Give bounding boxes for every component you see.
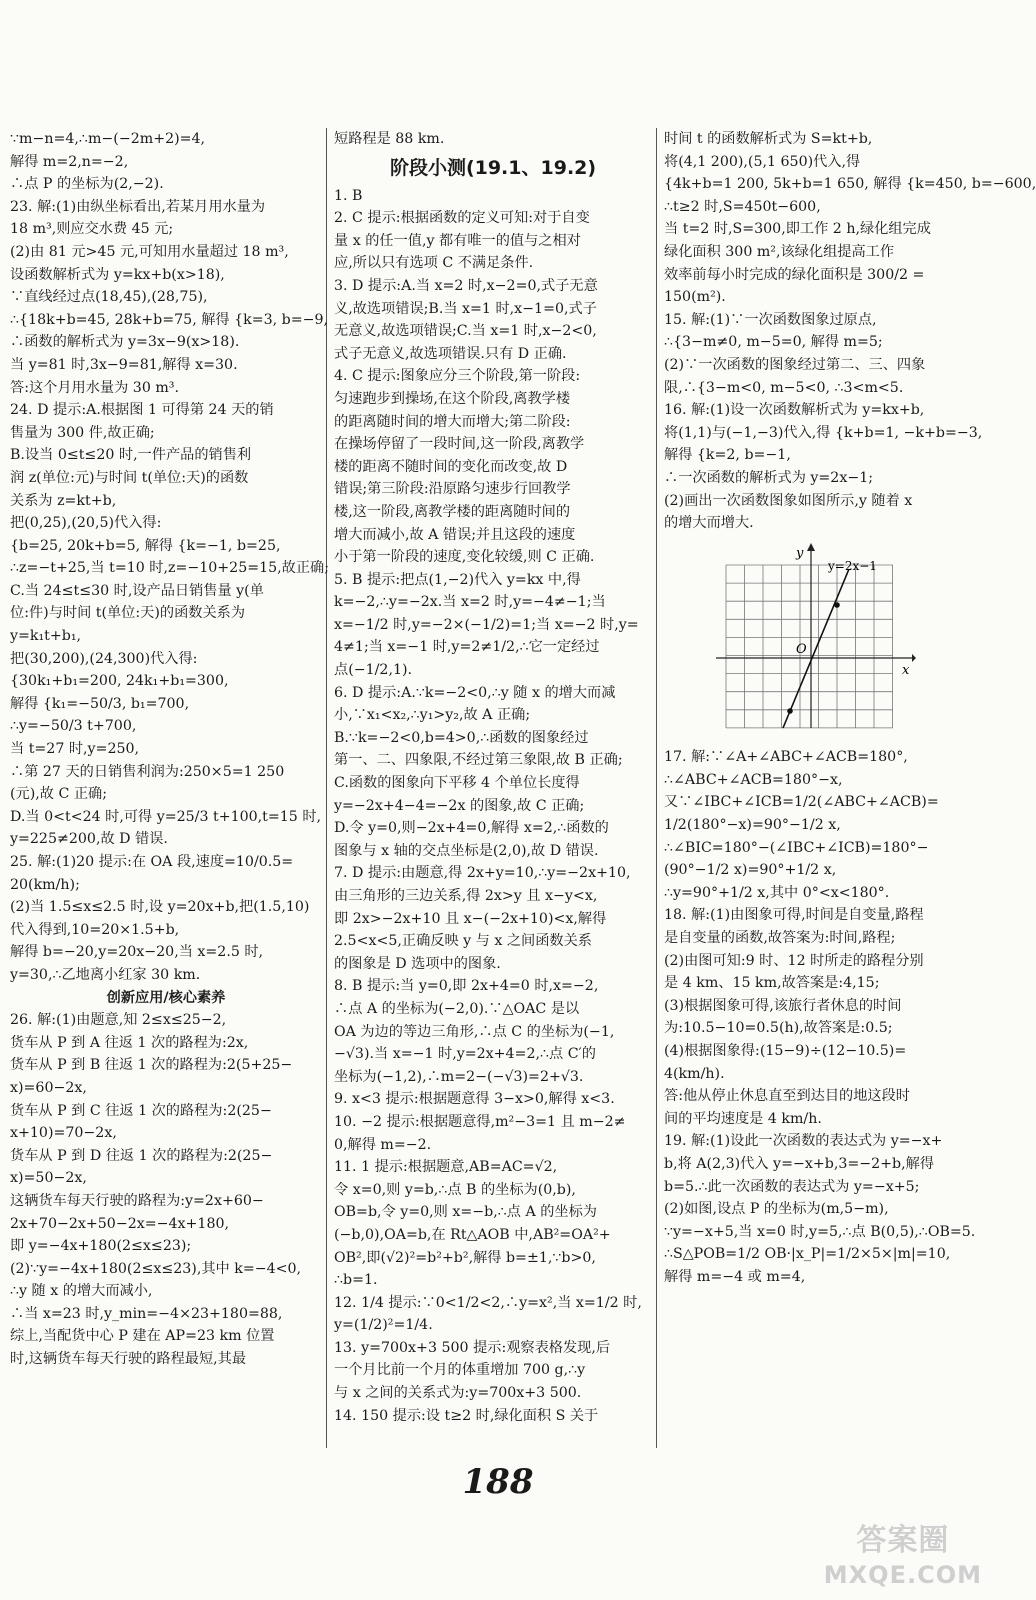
text-line: 把(0,25),(20,5)代入得: <box>10 515 162 532</box>
text-line: 当 t=27 时,y=250, <box>10 741 140 758</box>
text-line: D.当 0<t<24 时,可得 y=25/3 t+100,t=15 时, <box>10 808 322 825</box>
text-line: 20(km/h); <box>10 876 80 893</box>
text-line: ∴点 P 的坐标为(2,−2). <box>10 176 164 193</box>
text-line: ∴t≥2 时,S=450t−600, <box>664 198 821 215</box>
text-line: y=(1/2)²=1/4. <box>334 1317 433 1334</box>
text-line: 1/2(180°−x)=90°−1/2 x, <box>664 817 841 834</box>
text-line: 3. D 提示:A.当 x=2 时,x−2=0,式子无意 <box>334 277 598 294</box>
text-line: 即 y=−4x+180(2≤x≤23); <box>10 1238 192 1255</box>
text-line: 图象与 x 轴的交点坐标是(2,0),故 D 错误. <box>334 842 599 859</box>
text-line: ∴点 A 的坐标为(−2,0).∵△OAC 是以 <box>334 1000 580 1017</box>
text-line: C.函数的图象向下平移 4 个单位长度得 <box>334 775 580 792</box>
text-line: 匀速跑步到操场,在这个阶段,离教学楼 <box>334 390 571 407</box>
text-line: 1. B <box>334 187 363 204</box>
text-line: x+10)=70−2x, <box>10 1125 117 1142</box>
text-line: 为:10.5−10=0.5(h),故答案是:0.5; <box>664 1020 893 1037</box>
text-line: 与 x 之间的关系式为:y=700x+3 500. <box>334 1385 582 1402</box>
text-line: B.∵k=−2<0,b=4>0,∴函数的图象经过 <box>334 729 589 746</box>
text-line: ∴{3−m≠0, m−5=0, 解得 m=5; <box>664 334 883 351</box>
text-line: 将(1,1)与(−1,−3)代入,得 {k+b=1, −k+b=−3, <box>664 424 983 441</box>
text-line: 2x+70−2x+50−2x=−4x+180, <box>10 1215 230 1232</box>
text-line: 4≠1;当 x=−1 时,y=2≠1/2,∴它一定经过 <box>334 639 600 656</box>
graph-line-label: y=2x−1 <box>828 558 877 573</box>
text-line: {b=25, 20k+b=5, 解得 {k=−1, b=25, <box>10 537 281 554</box>
text-line: 限,∴{3−m<0, m−5<0, ∴3<m<5. <box>664 379 904 396</box>
text-line: 应,所以只有选项 C 不满足条件. <box>334 255 534 272</box>
text-line: ∴z=−t+25,当 t=10 时,z=−10+25=15,故正确; <box>10 560 330 577</box>
text-line: 绿化面积 300 m²,该绿化组提高工作 <box>664 243 895 260</box>
text-line: 23. 解:(1)由纵坐标看出,若某月用水量为 <box>10 198 266 215</box>
text-line: 18 m³,则应交水费 45 元; <box>10 221 174 238</box>
text-line: ∴{18k+b=45, 28k+b=75, 解得 {k=3, b=−9, <box>10 311 329 328</box>
text-line: D.令 y=0,则−2x+4=0,解得 x=2,∴函数的 <box>334 820 609 837</box>
text-line: 量 x 的任一值,y 都有唯一的值与之相对 <box>334 232 581 249</box>
text-line: 13. y=700x+3 500 提示:观察表格发现,后 <box>334 1339 611 1356</box>
answer-column-left <box>10 128 330 1371</box>
text-line: −√3).当 x=−1 时,y=2x+4=2,∴点 C′的 <box>334 1046 596 1063</box>
text-line: (3)根据图象可得,该旅行者休息的时间 <box>664 997 902 1014</box>
page-number: 188 <box>462 1462 534 1502</box>
text-line: y=30,∴乙地离小红家 30 km. <box>10 966 201 983</box>
text-line: {4k+b=1 200, 5k+b=1 650, 解得 {k=450, b=−600, <box>664 176 1036 193</box>
text-line: 7. D 提示:由题意,得 2x+y=10,∴y=−2x+10, <box>334 865 631 882</box>
text-line: (2)当 1.5≤x≤2.5 时,设 y=20x+b,把(1.5,10) <box>10 899 310 916</box>
text-line: (90°−1/2 x)=90°+1/2 x, <box>664 862 837 879</box>
text-line: 第一、二、四象限,不经过第三象限,故 B 正确; <box>334 752 623 769</box>
text-line: (2)如图,设点 P 的坐标为(m,5−m), <box>664 1201 889 1218</box>
text-line: ∴y 随 x 的增大而减小, <box>10 1283 153 1300</box>
linear-function-graph <box>716 543 916 733</box>
text-line: 的图象是 D 选项中的图象. <box>334 955 501 972</box>
text-line: 的距离随时间的增大而增大;第二阶段: <box>334 413 571 430</box>
text-line: 关系为 z=kt+b, <box>10 492 117 509</box>
text-line: B.设当 0≤t≤20 时,一件产品的销售利 <box>10 447 252 464</box>
text-line: 24. D 提示:A.根据图 1 可得第 24 天的销 <box>10 402 274 419</box>
text-line: 润 z(单位:元)与时间 t(单位:天)的函数 <box>10 469 249 486</box>
text-line: k=−2,∴y=−2x.当 x=2 时,y=−4≠−1;当 <box>334 594 606 611</box>
text-line: 5. B 提示:把点(1,−2)代入 y=kx 中,得 <box>334 571 581 588</box>
text-line: 义,故选项错误;B.当 x=1 时,x−1=0,式子 <box>334 300 597 317</box>
text-line: 在操场停留了一段时间,这一阶段,离教学 <box>334 436 585 453</box>
graph-y-label: y <box>796 545 804 561</box>
text-line: 货车从 P 到 B 往返 1 次的路程为:2(5+25− <box>10 1057 293 1074</box>
text-line: (元),故 C 正确; <box>10 786 107 803</box>
text-line: 这辆货车每天行驶的路程为:y=2x+60− <box>10 1192 264 1209</box>
text-line: 是自变量的函数,故答案为:时间,路程; <box>664 930 896 947</box>
text-line: y=k₁t+b₁, <box>10 628 82 645</box>
text-line: 4. C 提示:图象应分三个阶段,第一阶段: <box>334 368 581 385</box>
text-line: b,将 A(2,3)代入 y=−x+b,3=−2+b,解得 <box>664 1155 935 1172</box>
text-line: OB²,即(√2)²=b²+b²,解得 b=±1,∵b>0, <box>334 1249 596 1266</box>
text-line: 增大而减小,故 A 错误;并且这段的速度 <box>334 526 576 543</box>
text-line: 售量为 300 件,故正确; <box>10 424 155 441</box>
text-line: x)=50−2x, <box>10 1170 87 1187</box>
text-line: ∴S△POB=1/2 OB·|x_P|=1/2×5×|m|=10, <box>664 1246 951 1263</box>
text-line: ∵m−n=4,∴m−(−2m+2)=4, <box>10 131 206 147</box>
text-line: (2)由 81 元>45 元,可知用水量超过 18 m³, <box>10 243 289 260</box>
text-line: 设函数解析式为 y=kx+b(x>18), <box>10 266 225 283</box>
text-line: 把(30,200),(24,300)代入得: <box>10 650 198 667</box>
text-line: 货车从 P 到 A 往返 1 次的路程为:2x, <box>10 1034 249 1051</box>
text-line: 楼的距离不随时间的变化而改变,故 D <box>334 458 568 475</box>
text-line: ∴y=90°+1/2 x,其中 0°<x<180°. <box>664 884 890 901</box>
graph-point-2 <box>787 708 793 714</box>
text-line: ∵直线经过点(18,45),(28,75), <box>10 289 208 306</box>
text-line: 2. C 提示:根据函数的定义可知:对于自变 <box>334 210 590 227</box>
text-line: 综上,当配货中心 P 建在 AP=23 km 位置 <box>10 1328 275 1345</box>
text-line: 错误;第三阶段:沿原路匀速步行回教学 <box>334 481 571 498</box>
text-line: 答:他从停止休息直至到达目的地这段时 <box>664 1088 910 1105</box>
text-line: 小于第一阶段的速度,变化较缓,则 C 正确. <box>334 549 595 566</box>
text-line: 货车从 P 到 D 往返 1 次的路程为:2(25− <box>10 1147 273 1164</box>
text-line: 2.5<x<5,正确反映 y 与 x 之间函数关系 <box>334 933 592 950</box>
graph-point-1 <box>834 602 840 608</box>
text-line: 小,∵x₁<x₂,∴y₁>y₂,故 A 正确; <box>334 707 531 724</box>
text-line: x=−1/2 时,y=−2×(−1/2)=1;当 x=−2 时,y= <box>334 616 639 633</box>
text-line: 位:件)与时间 t(单位:天)的函数关系为 <box>10 605 246 622</box>
text-line: ∴y=−50/3 t+700, <box>10 718 137 735</box>
text-line: 创新应用/核心素养 <box>106 989 226 1006</box>
text-line: {30k₁+b₁=200, 24k₁+b₁=300, <box>10 673 229 690</box>
text-line: ∴函数的解析式为 y=3x−9(x>18). <box>10 334 240 351</box>
text-line: 的增大而增大. <box>664 515 754 532</box>
text-line: 即 2x>−2x+10 且 x−(−2x+10)<x,解得 <box>334 910 607 927</box>
text-line: 4(km/h). <box>664 1065 725 1082</box>
graph-origin-label: O <box>796 641 807 657</box>
text-line: 0,解得 m=−2. <box>334 1136 432 1153</box>
text-line: ∴∠ABC+∠ACB=180°−x, <box>664 771 843 788</box>
text-line: (2)∵一次函数的图象经过第二、三、四象 <box>664 356 926 373</box>
answer-column-right <box>664 128 1036 1289</box>
text-line: 26. 解:(1)由题意,知 2≤x≤25−2, <box>10 1012 227 1029</box>
text-line: 时,这辆货车每天行驶的路程最短,其最 <box>10 1351 247 1368</box>
text-line: OB=b,令 y=0,则 x=−b,∴点 A 的坐标为 <box>334 1204 597 1221</box>
text-line: 25. 解:(1)20 提示:在 OA 段,速度=10/0.5= <box>10 854 294 870</box>
text-line: ∴一次函数的解析式为 y=2x−1; <box>664 469 874 486</box>
text-line: 式子无意义,故选项错误.只有 D 正确. <box>334 345 567 362</box>
text-line: ∵y=−x+5,当 x=0 时,y=5,∴点 B(0,5),∴OB=5. <box>664 1223 976 1240</box>
text-line: x)=60−2x, <box>10 1079 87 1096</box>
text-line: 效率前每小时完成的绿化面积是 300/2 = <box>664 266 925 283</box>
text-line: 时间 t 的函数解析式为 S=kt+b, <box>664 131 873 147</box>
text-line: 楼,这一阶段,离教学楼的距离随时间的 <box>334 503 571 520</box>
text-line: ∴∠BIC=180°−(∠IBC+∠ICB)=180°− <box>664 839 929 856</box>
text-line: ∴第 27 天的日销售利润为:250×5=1 250 <box>10 763 285 780</box>
answer-column-middle <box>334 128 652 1427</box>
text-line: 16. 解:(1)设一次函数解析式为 y=kx+b, <box>664 402 925 419</box>
text-line: 点(−1/2,1). <box>334 662 413 679</box>
text-line: 17. 解:∵∠A+∠ABC+∠ACB=180°, <box>664 749 908 766</box>
text-line: y=−2x+4−4=−2x 的图象,故 C 正确; <box>334 797 585 814</box>
text-line: 8. B 提示:当 y=0,即 2x+4=0 时,x=−2, <box>334 978 599 995</box>
text-line: ∴当 x=23 时,y_min=−4×23+180=88, <box>10 1305 283 1322</box>
graph-x-label: x <box>902 662 910 678</box>
text-line: 一个月比前一个月的体重增加 700 g,∴y <box>334 1362 586 1379</box>
text-line: 当 y=81 时,3x−9=81,解得 x=30. <box>10 356 238 373</box>
text-line: (2)∵y=−4x+180(2≤x≤23),其中 k=−4<0, <box>10 1260 302 1277</box>
text-line: 令 x=0,则 y=b,∴点 B 的坐标为(0,b), <box>334 1181 576 1198</box>
text-line: (2)由图可知:9 时、12 时所走的路程分别 <box>664 952 924 969</box>
text-line: 是 4 km、15 km,故答案是:4,15; <box>664 975 880 992</box>
text-line: 18. 解:(1)由图象可得,时间是自变量,路程 <box>664 907 924 924</box>
column-divider-right <box>656 128 657 1448</box>
text-line: 解得 m=−4 或 m=4, <box>664 1268 806 1285</box>
text-line: OA 为边的等边三角形,∴点 C 的坐标为(−1, <box>334 1023 615 1040</box>
text-line: 代入得到,10=20×1.5+b, <box>10 921 180 938</box>
text-line: (4)根据图象得:(15−9)÷(12−10.5)= <box>664 1043 907 1059</box>
text-line: 短路程是 88 km. <box>334 131 445 147</box>
text-line: 10. −2 提示:根据题意得,m²−3=1 且 m−2≠ <box>334 1113 626 1130</box>
text-line: 解得 m=2,n=−2, <box>10 153 129 170</box>
text-line: 19. 解:(1)设此一次函数的表达式为 y=−x+ <box>664 1133 943 1150</box>
text-line: 又∵∠IBC+∠ICB=1/2(∠ABC+∠ACB)= <box>664 794 939 811</box>
text-line: 由三角形的三边关系,得 2x>y 且 x−y<x, <box>334 888 598 904</box>
text-line: (2)画出一次函数图象如图所示,y 随着 x <box>664 492 913 509</box>
text-line: b=5.∴此一次函数的表达式为 y=−x+5; <box>664 1178 920 1195</box>
text-line: 解得 {k₁=−50/3, b₁=700, <box>10 695 190 712</box>
text-line: 答:这个月用水量为 30 m³. <box>10 379 180 396</box>
text-line: 6. D 提示:A.∵k=−2<0,∴y 随 x 的增大而减 <box>334 684 616 701</box>
text-line: ∴b=1. <box>334 1272 378 1289</box>
graph-line <box>783 569 849 728</box>
text-line: C.当 24≤t≤30 时,设产品日销售量 y(单 <box>10 582 264 599</box>
text-line: 解得 b=−20,y=20x−20,当 x=2.5 时, <box>10 944 264 961</box>
text-line: 当 t=2 时,S=300,即工作 2 h,绿化组完成 <box>664 221 931 238</box>
text-line: 15. 解:(1)∵一次函数图象过原点, <box>664 311 877 328</box>
text-line: 货车从 P 到 C 往返 1 次的路程为:2(25− <box>10 1102 272 1119</box>
text-line: y=225≠200,故 D 错误. <box>10 831 168 848</box>
text-line: (−b,0),OA=b,在 Rt△AOB 中,AB²=OA²+ <box>334 1226 611 1243</box>
text-line: 9. x<3 提示:根据题意得 3−x>0,解得 x<3. <box>334 1091 615 1108</box>
section-title: 阶段小测(19.1、19.2) <box>389 156 597 179</box>
text-line: 解得 {k=2, b=−1, <box>664 447 791 464</box>
text-line: 间的平均速度是 4 km/h. <box>664 1110 822 1127</box>
watermark-logo: 答案圈 MXQE.COM <box>823 1523 982 1589</box>
text-line: 14. 150 提示:设 t≥2 时,绿化面积 S 关于 <box>334 1407 599 1424</box>
text-line: 11. 1 提示:根据题意,AB=AC=√2, <box>334 1159 558 1176</box>
text-line: 坐标为(−1,2),∴m=2−(−√3)=2+√3. <box>334 1068 584 1085</box>
text-line: 12. 1/4 提示:∵0<1/2<2,∴y=x²,当 x=1/2 时, <box>334 1294 642 1311</box>
text-line: 无意义,故选项错误;C.当 x=1 时,x−2<0, <box>334 323 597 340</box>
text-line: 150(m²). <box>664 289 726 306</box>
text-line: 将(4,1 200),(5,1 650)代入,得 <box>664 153 861 170</box>
